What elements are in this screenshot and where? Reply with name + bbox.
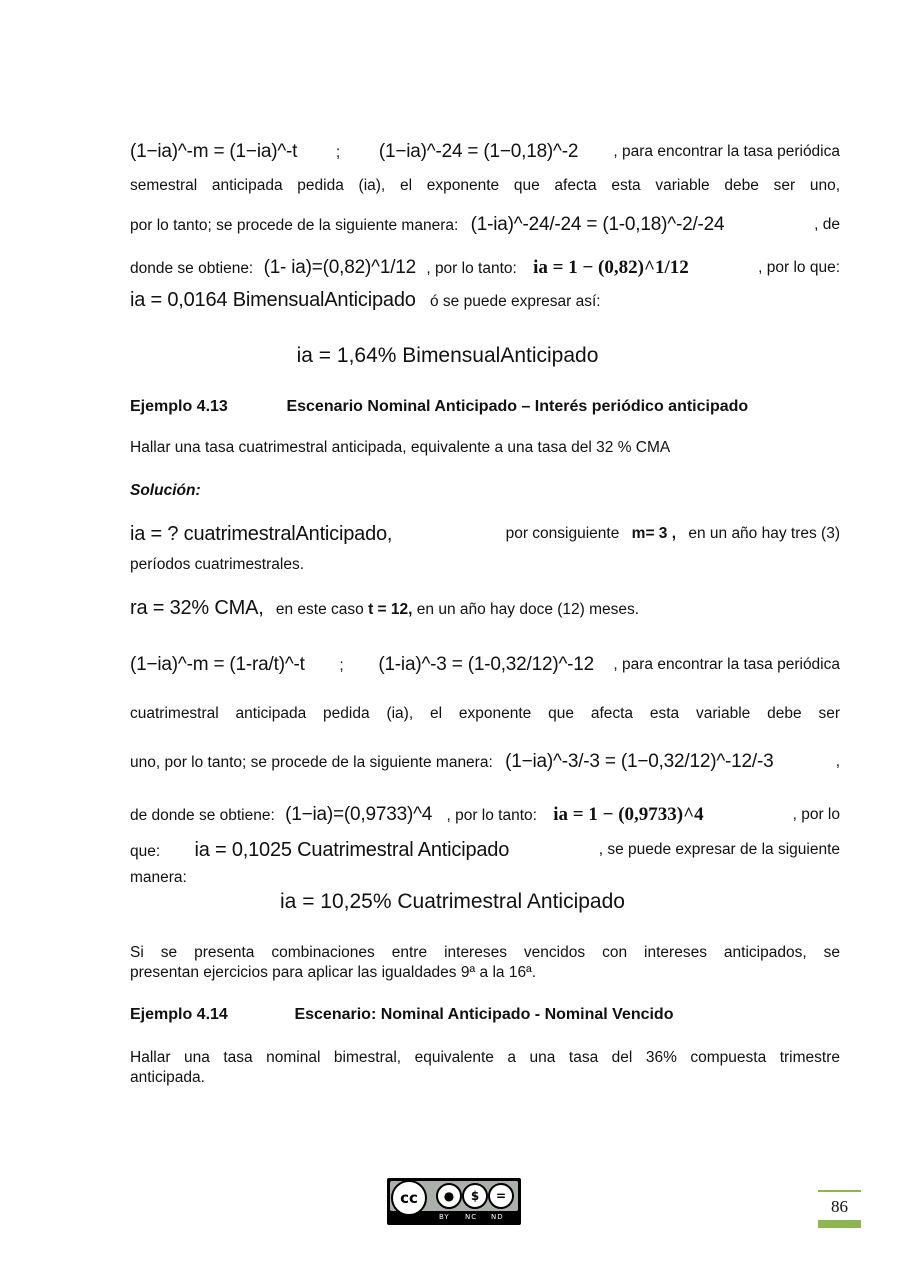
text: en este caso [275,601,364,618]
example-4-13-heading [130,398,748,416]
bold-text: t = 12, [368,601,413,618]
cc-license-badge[interactable] [387,1178,521,1225]
paragraph-line: presentan ejercicios para aplicar las igualdades 9ª a la 16ª. [130,964,537,981]
nc-label: NC [465,1213,478,1221]
equation-line-5 [130,290,840,312]
text: , de [814,216,840,233]
statement-line: Hallar una tasa nominal bimestral, equivalente a una tasa del 36% compuesta trimestre [130,1049,840,1066]
text: , para encontrar la tasa periódica [613,656,840,673]
separator: ; [335,144,341,161]
text: , por lo [792,806,840,823]
text: , por lo tanto: [426,260,517,277]
text: , por lo que: [758,259,840,276]
accent-bar-bottom [818,1220,861,1228]
paragraph-line: Si se presenta combinaciones entre intereses vencidos con intereses anticipados, se [130,944,840,961]
example-title: Escenario: Nominal Anticipado - Nominal Vencido [294,1006,674,1023]
page-number-box [818,1190,861,1228]
text: en un año hay doce (12) meses. [416,601,640,618]
text: , se puede expresar de la siguiente [598,841,840,858]
text: , [835,753,840,770]
example-number: Ejemplo 4.14 [130,1006,228,1023]
accent-bar-top [818,1190,861,1192]
example-number: Ejemplo 4.13 [130,398,228,415]
equation-line-r [130,598,840,620]
by-attribution-icon: ● [436,1183,462,1209]
formula: ia = ? cuatrimestralAnticipado, [130,523,393,545]
formula: (1-ia)^-24/-24 = (1-0,18)^-2/-24 [470,214,725,235]
result-1: ia = 1,64% BimensualAnticipado [296,344,599,367]
nd-label: ND [491,1213,504,1221]
text-line: cuatrimestral anticipada pedida (ia), el exponente que afecta esta variable debe ser [130,705,840,722]
formula: (1−ia)^-m = (1−ia)^-t [130,141,298,162]
example-4-14-heading [130,1006,673,1024]
equation-line-2 [130,655,840,676]
nc-noncommercial-icon: $ [462,1183,488,1209]
equation-line-d [130,752,840,773]
text: en un año hay tres (3) [688,525,840,542]
formula: (1- ia)=(0,82)^1/12 [263,257,417,278]
formula: (1−ia)^-24 = (1−0,18)^-2 [378,141,579,162]
nd-noderivs-icon: = [488,1183,514,1209]
text: , por lo tanto: [446,807,537,824]
cc-icon: cc [391,1180,427,1216]
equation-line-e [130,805,840,826]
formula: ra = 32% CMA, [130,597,264,619]
text-line: manera: [130,869,187,886]
text: por consiguiente [505,525,620,542]
statement-line: anticipada. [130,1069,205,1086]
by-label: BY [439,1213,450,1221]
formula: (1−ia)^-3/-3 = (1−0,32/12)^-12/-3 [505,751,774,772]
formula: ia = 1 − (0,9733)^4 [553,804,704,825]
text: donde se obtiene: [130,260,254,277]
example-title: Escenario Nominal Anticipado – Interés periódico anticipado [286,398,749,415]
formula: ia = 1 − (0,82)^1/12 [533,257,689,278]
formula: (1-ia)^-3 = (1-0,32/12)^-12 [378,654,595,675]
text: que: [130,843,161,860]
text: ó se puede expresar así: [429,293,601,310]
equation-line-4 [130,258,840,279]
equation-line-q [130,524,840,546]
solution-label: Solución: [130,482,201,499]
formula: (1−ia)^-m = (1-ra/t)^-t [130,654,305,675]
statement: Hallar una tasa cuatrimestral anticipada, equivalente a una tasa del 32 % CMA [130,439,671,456]
text: uno, por lo tanto; se procede de la siguiente manera: [130,754,493,771]
text: , para encontrar la tasa periódica [613,143,840,160]
formula: ia = 0,1025 Cuatrimestral Anticipado [194,839,510,861]
text: por lo tanto; se procede de la siguiente manera: [130,217,459,234]
formula: (1−ia)=(0,9733)^4 [285,804,433,825]
text: de donde se obtiene: [130,807,275,824]
separator: ; [339,657,344,674]
text-line: períodos cuatrimestrales. [130,556,305,573]
page-number: 86 [831,1197,848,1216]
equation-line-1 [130,142,840,163]
text-line: semestral anticipada pedida (ia), el exponente que afecta esta variable debe ser uno, [130,177,840,194]
bold-text: m= 3 , [631,525,677,542]
result-2: ia = 10,25% Cuatrimestral Anticipado [280,890,625,913]
equation-line-f [130,840,840,862]
equation-line-3 [130,215,840,236]
formula: ia = 0,0164 BimensualAnticipado [130,289,416,311]
